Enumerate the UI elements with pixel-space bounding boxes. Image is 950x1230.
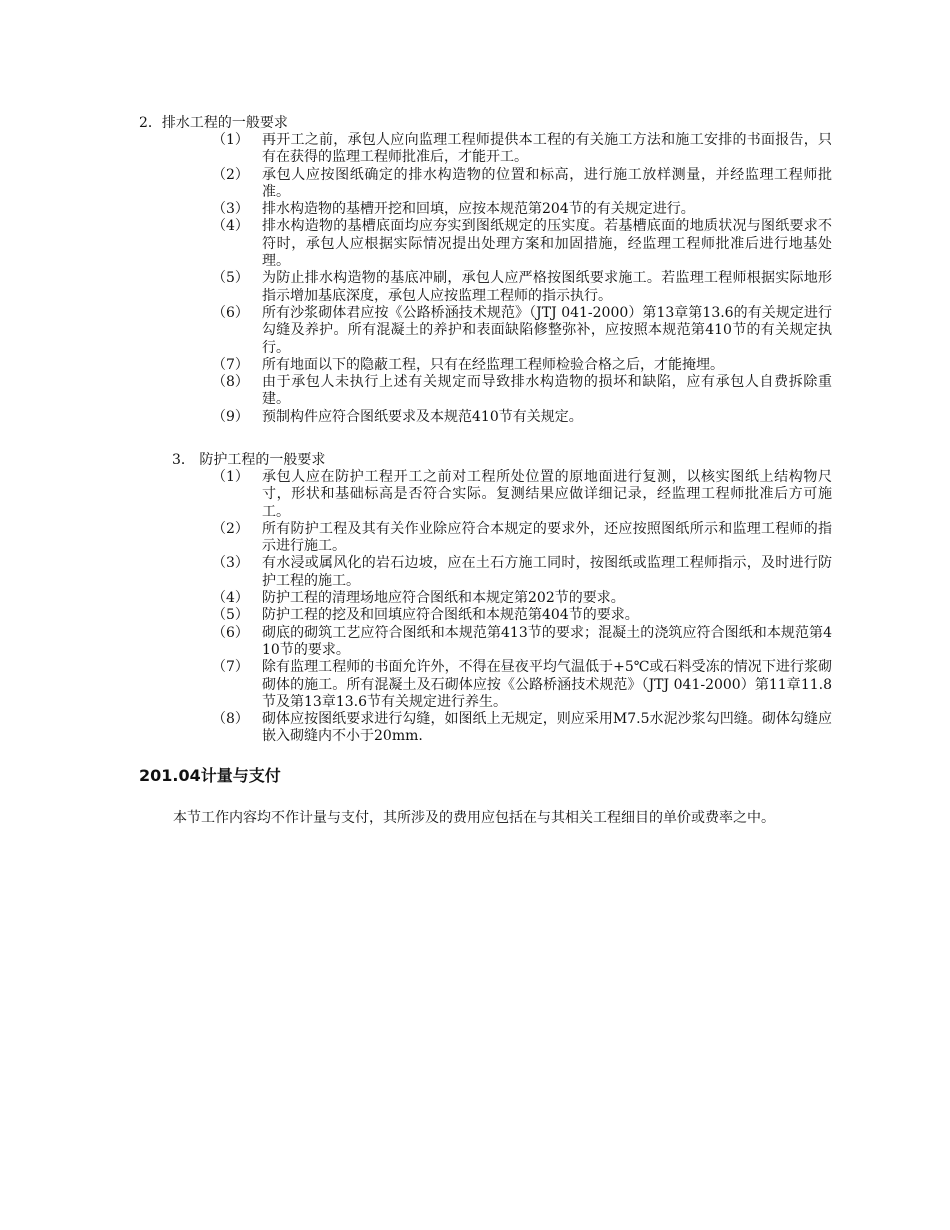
item-text: 防护工程的清理场地应符合图纸和本规定第202节的要求。 xyxy=(262,590,625,607)
item-text: 防护工程的挖及和回填应符合图纸和本规范第404节的要求。 xyxy=(262,607,639,624)
item-number: （9） xyxy=(212,408,249,425)
item-text: 承包人应在防护工程开工之前对工程所处位置的原地面进行复测，以核实图纸上结构物尺寸，形状和基础标高是否符合实际。复测结果应做详细记录，经监理工程师批准后方可施工。 xyxy=(262,469,832,520)
item-number: （6） xyxy=(212,304,249,321)
item-number: （3） xyxy=(212,201,249,218)
item-number: （1） xyxy=(212,132,249,148)
section-3-item xyxy=(212,469,832,521)
item-text: 所有沙浆砌体君应按《公路桥涵技术规范》（JTJ 041-2000）第13章第13.6的有关规定进行勾缝及养护。所有混凝土的养护和表面缺陷修整弥补，应按照本规范第410节的有关规定执行。 xyxy=(262,304,832,356)
section-3-item xyxy=(212,590,832,607)
section-2-item xyxy=(212,167,832,202)
item-text: 为防止排水构造物的基底冲刷，承包人应严格按图纸要求施工。若监理工程师根据实际地形指示增加基底深度，承包人应按监理工程师的指示执行。 xyxy=(262,270,832,304)
item-number: （5） xyxy=(212,270,249,287)
item-text: 预制构件应符合图纸要求及本规范410节有关规定。 xyxy=(262,408,583,425)
item-text: 承包人应按图纸确定的排水构造物的位置和标高，进行施工放样测量，并经监理工程师批准。 xyxy=(262,166,832,200)
item-text: 排水构造物的基槽底面均应夯实到图纸规定的压实度。若基槽底面的地质状况与图纸要求不符时，承包人应根据实际情况提出处理方案和加固措施，经监理工程师批准后进行地基处理。 xyxy=(262,218,832,270)
section-3-heading: 3． 防护工程的一般要求 xyxy=(172,452,326,468)
section-3-item xyxy=(212,711,832,746)
section-2-item xyxy=(212,201,832,218)
section-3-item xyxy=(212,555,832,590)
section-2-item xyxy=(212,270,832,305)
item-text: 除有监理工程师的书面允许外，不得在昼夜平均气温低于+5℃或石料受冻的情况下进行浆砌砌体的施工。所有混凝土及石砌体应按《公路桥涵技术规范》（JTJ 041-2000）第11章11.8节及第13章13.6节有关规定进行养生。 xyxy=(262,659,832,710)
section-2-item xyxy=(212,374,832,409)
item-text: 所有防护工程及其有关作业除应符合本规定的要求外，还应按照图纸所示和监理工程师的指示进行施工。 xyxy=(262,520,832,555)
section-3-item xyxy=(212,607,832,624)
item-text: 再开工之前，承包人应向监理工程师提供本工程的有关施工方法和施工安排的书面报告，只有在获得的监理工程师批准后，才能开工。 xyxy=(262,132,832,166)
item-text: 排水构造物的基槽开挖和回填，应按本规范第204节的有关规定进行。 xyxy=(262,201,695,218)
section-3-item xyxy=(212,521,832,556)
item-number: （4） xyxy=(212,218,249,235)
item-number: （6） xyxy=(212,624,249,641)
item-number: （7） xyxy=(212,356,249,373)
item-text: 砌体应按图纸要求进行勾缝，如图纸上无规定，则应采用M7.5水泥沙浆勾凹缝。砌体勾缝应嵌入砌缝内不小于20mm. xyxy=(262,711,832,745)
item-number: （2） xyxy=(212,520,249,537)
section-3-item xyxy=(212,659,832,711)
section-3-item xyxy=(212,625,832,660)
section-2-item xyxy=(212,132,832,167)
item-text: 由于承包人未执行上述有关规定而导致排水构造物的损坏和缺陷，应有承包人自费拆除重建。 xyxy=(262,374,832,408)
section-2-heading: 2．排水工程的一般要求 xyxy=(139,115,288,131)
measurement-heading: 201.04计量与支付 xyxy=(139,766,281,785)
item-number: （2） xyxy=(212,166,249,183)
item-text: 砌底的砌筑工艺应符合图纸和本规范第413节的要求；混凝土的浇筑应符合图纸和本规范第410节的要求。 xyxy=(262,624,832,658)
section-2-list xyxy=(212,132,832,426)
item-number: （3） xyxy=(212,555,249,572)
item-number: （1） xyxy=(212,469,249,485)
section-2-item xyxy=(212,357,832,374)
item-number: （8） xyxy=(212,711,249,728)
item-text: 有水浸或属风化的岩石边坡，应在土石方施工同时，按图纸或监理工程师指示，及时进行防护工程的施工。 xyxy=(262,555,832,589)
section-2-item xyxy=(212,409,832,426)
section-2-item xyxy=(212,305,832,357)
item-number: （5） xyxy=(212,607,249,624)
section-2-item xyxy=(212,218,832,270)
item-text: 所有地面以下的隐蔽工程，只有在经监理工程师检验合格之后，才能掩埋。 xyxy=(262,356,724,373)
section-3-list xyxy=(212,469,832,746)
item-number: （8） xyxy=(212,374,249,391)
item-number: （4） xyxy=(212,590,249,607)
item-number: （7） xyxy=(212,659,249,676)
measurement-paragraph: 本节工作内容均不作计量与支付，其所涉及的费用应包括在与其相关工程细目的单价或费率之中。 xyxy=(173,810,775,826)
